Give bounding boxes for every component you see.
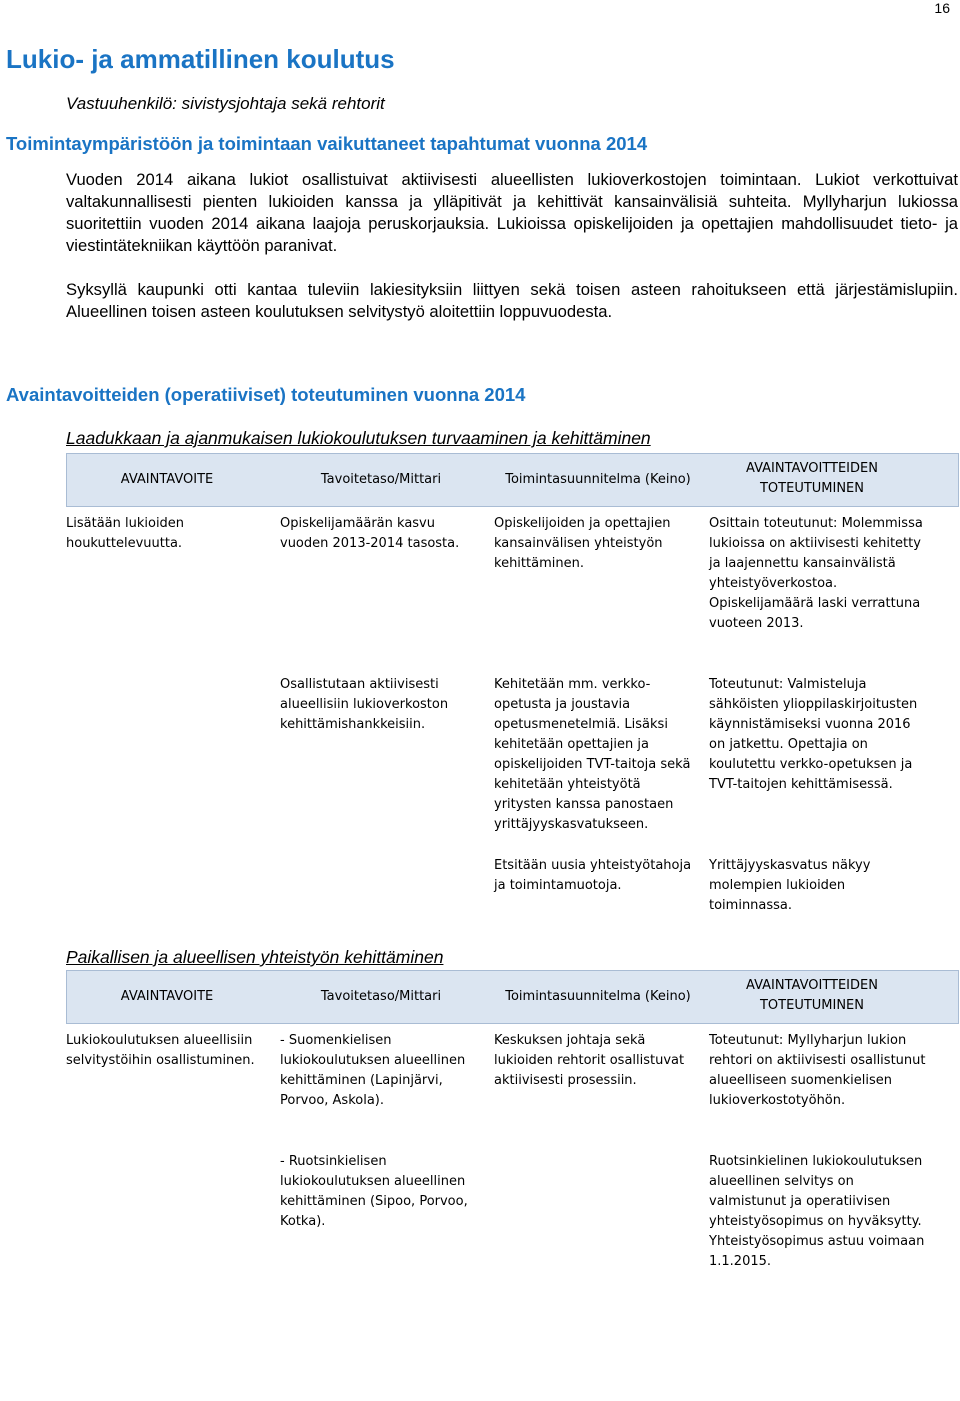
table2-r1-result: Toteutunut: Myllyharjun lukion rehtori on aktiivisesti osallistunut alueelliseen suomenkielisen lukioverkostotyöhön. [709, 1033, 926, 1108]
table2-r2-target: - Ruotsinkielisen lukiokoulutuksen alueellinen kehittäminen (Sipoo, Porvoo, Kotka). [280, 1154, 468, 1229]
section-heading-environment: Toimintaympäristöön ja toimintaan vaikuttaneet tapahtumat vuonna 2014 [6, 133, 648, 154]
table1-title: Laadukkaan ja ajanmukaisen lukiokoulutuksen turvaaminen ja kehittäminen [66, 428, 651, 448]
table1-r1-target: Opiskelijamäärän kasvu vuoden 2013-2014 tasosta. [280, 516, 460, 551]
table2-header-goal: AVAINTAVOITE [120, 989, 214, 1004]
table1-header [66, 453, 959, 507]
table1-header-goal: AVAINTAVOITE [120, 472, 214, 487]
table1-r2-plan: Kehitetään mm. verkko-opetusta ja joustavia opetusmenetelmiä. Lisäksi kehitetään opettajien ja opiskelijoiden TVT-taitoja sekä kehitetään yhteistyötä yritysten kanssa panostaen yrittäjyyskasvatukseen. [494, 677, 691, 832]
table2-header [66, 970, 959, 1024]
table2-r2-result: Ruotsinkielinen lukiokoulutuksen alueellinen selvitys on valmistunut ja operatiivisen yhteistyösopimus on hyväksytty. Yhteistyösopimus astuu voimaan 1.1.2015. [709, 1154, 925, 1269]
table1-r3-plan: Etsitään uusia yhteistyötahoja ja toimintamuotoja. [494, 858, 692, 893]
table2-r1-goal: Lukiokoulutuksen alueellisiin selvitystöihin osallistuminen. [66, 1033, 255, 1068]
table2-header-result: AVAINTAVOITTEIDEN TOTEUTUMINEN [746, 978, 878, 1013]
table1-header-plan: Toimintasuunnitelma (Keino) [505, 472, 691, 487]
paragraph-city [66, 279, 958, 323]
page-title: Lukio- ja ammatillinen koulutus [6, 44, 395, 74]
table2-r1-target: - Suomenkielisen lukiokoulutuksen alueellinen kehittäminen (Lapinjärvi, Porvoo, Askola). [280, 1033, 466, 1108]
page-number: 16 [934, 0, 950, 16]
responsible-person: Vastuuhenkilö: sivistysjohtaja sekä rehtorit [66, 94, 385, 113]
paragraph-1: Vuoden 2014 aikana lukiot osallistuivat aktiivisesti alueellisten lukioverkostojen toimintaan. Lukiot verkottuivat valtakunnallisesti pienten lukioiden kanssa ja ylläpitivät ja kehittivät kansainvälisiä suhteita. Myllyharjun lukiossa suoritettiin vuoden 2014 aikana laajoja peruskorjauksia. Lukioissa opiskelijoiden ja opettajien mahdollisuudet tieto- ja viestintätekniikan käyttöön paranivat. [66, 170, 958, 255]
paragraph-2: Syksyllä kaupunki otti kantaa tuleviin lakiesityksiin liittyen sekä toisen asteen rahoitukseen että järjestämislupiin. Alueellinen toisen asteen koulutuksen selvitystyö aloitettiin loppuvuodesta. [66, 280, 958, 321]
table2-title: Paikallisen ja alueellisen yhteistyön kehittäminen [66, 947, 444, 967]
table1-r1-result: Osittain toteutunut: Molemmissa lukioissa on aktiivisesti kehitetty ja laajennettu kansainvälistä yhteistyöverkostoa. Opiskelijamäärä laski verrattuna vuoteen 2013. [709, 516, 923, 631]
paragraph-events [66, 169, 958, 257]
table1-r1-plan: Opiskelijoiden ja opettajien kansainvälisen yhteistyön kehittäminen. [494, 516, 671, 571]
table1-r3-result: Yrittäjyyskasvatus näkyy molempien lukioiden toiminnassa. [709, 858, 871, 913]
table2-header-target: Tavoitetaso/Mittari [320, 989, 442, 1004]
table1-r2-result: Toteutunut: Valmisteluja sähköisten ylioppilaskirjoitusten käynnistämiseksi vuonna 2016 on jatkettu. Opettajia on koulutettu verkko-opetuksen ja TVT-taitojen kehittämisessä. [709, 677, 918, 792]
table2-r1-plan: Keskuksen johtaja sekä lukioiden rehtorit osallistuvat aktiivisesti prosessiin. [494, 1033, 685, 1088]
table1-header-target: Tavoitetaso/Mittari [320, 472, 442, 487]
table1-header-result: AVAINTAVOITTEIDEN TOTEUTUMINEN [746, 461, 878, 496]
table1-r2-target: Osallistutaan aktiivisesti alueellisiin lukioverkoston kehittämishankkeisiin. [280, 677, 449, 732]
section-heading-goals: Avaintavoitteiden (operatiiviset) toteutuminen vuonna 2014 [6, 384, 526, 405]
table2-header-plan: Toimintasuunnitelma (Keino) [505, 989, 691, 1004]
table1-r1-goal: Lisätään lukioiden houkuttelevuutta. [66, 516, 185, 551]
